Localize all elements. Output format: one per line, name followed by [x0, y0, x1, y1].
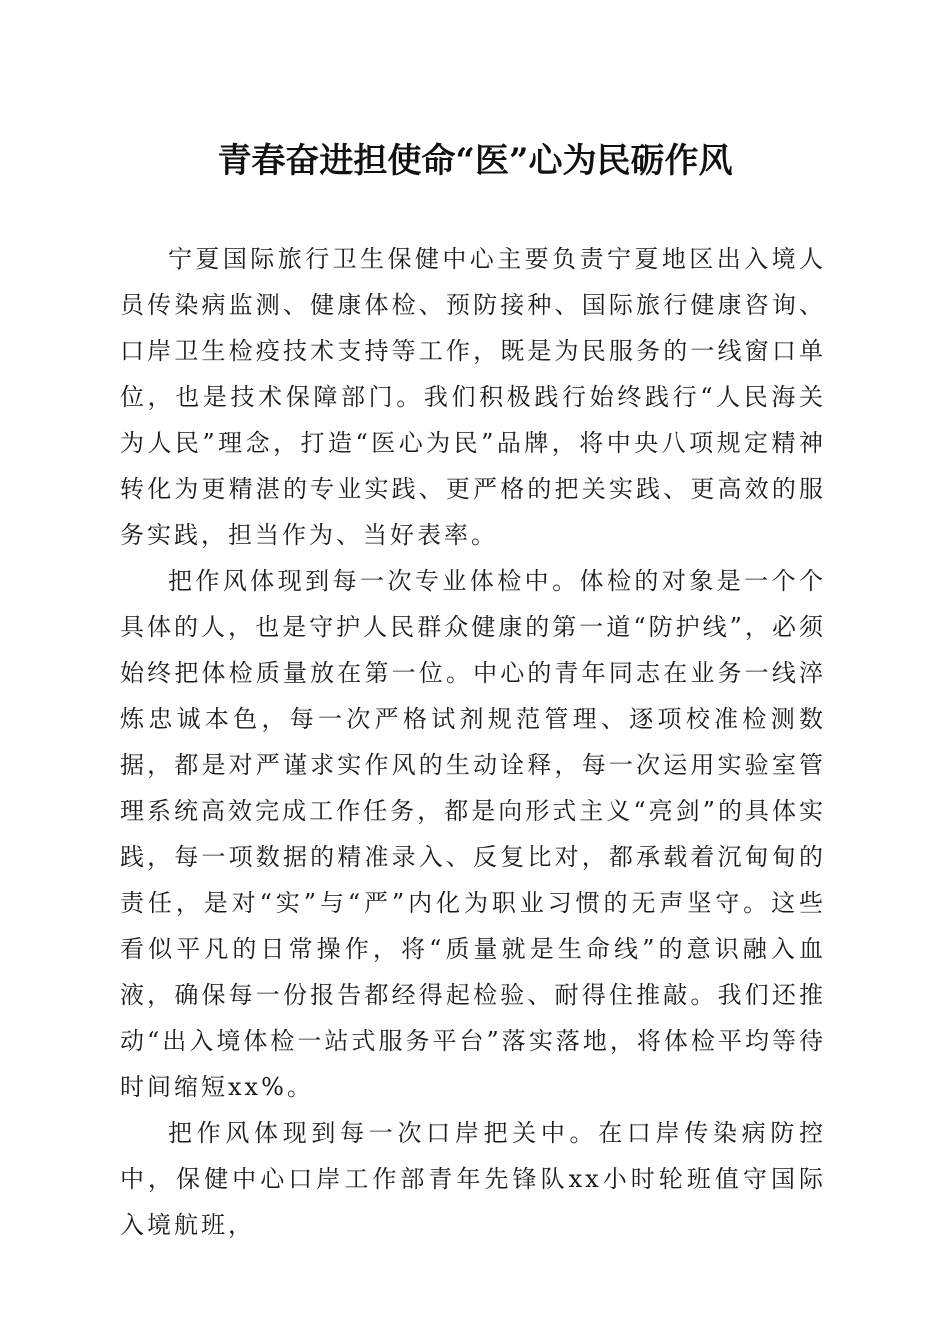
- paragraph-port-inspection: 把作风体现到每一次口岸把关中。在口岸传染病防控中，保健中心口岸工作部青年先锋队xx小时轮班值守国际入境航班，: [120, 1119, 826, 1239]
- paragraph-physical-exam: 把作风体现到每一次专业体检中。体检的对象是一个个具体的人，也是守护人民群众健康的第一道“防护线”，必须始终把体检质量放在第一位。中心的青年同志在业务一线淬炼忠诚本色，每一次严格试剂规范管理、逐项校准检测数据，都是对严谨求实作风的生动诠释，每一次运用实验室管理系统高效完成工作任务，都是向形式主义“亮剑”的具体实践，每一项数据的精准录入、反复比对，都承载着沉甸甸的责任，是对“实”与“严”内化为职业习惯的无声坚守。这些看似平凡的日常操作，将“质量就是生命线”的意识融入血液，确保每一份报告都经得起检验、耐得住推敲。我们还推动“出入境体检一站式服务平台”落实落地，将体检平均等待时间缩短xx%。: [120, 567, 826, 1101]
- document-title: 青春奋进担使命“医”心为民砺作风: [217, 141, 733, 181]
- document-body: [120, 236, 826, 1248]
- paragraph-intro: 宁夏国际旅行卫生保健中心主要负责宁夏地区出入境人员传染病监测、健康体检、预防接种、国际旅行健康咨询、口岸卫生检疫技术支持等工作，既是为民服务的一线窗口单位，也是技术保障部门。我们积极践行始终践行“人民海关为人民”理念，打造“医心为民”品牌，将中央八项规定精神转化为更精湛的专业实践、更严格的把关实践、更高效的服务实践，担当作为、当好表率。: [120, 245, 826, 549]
